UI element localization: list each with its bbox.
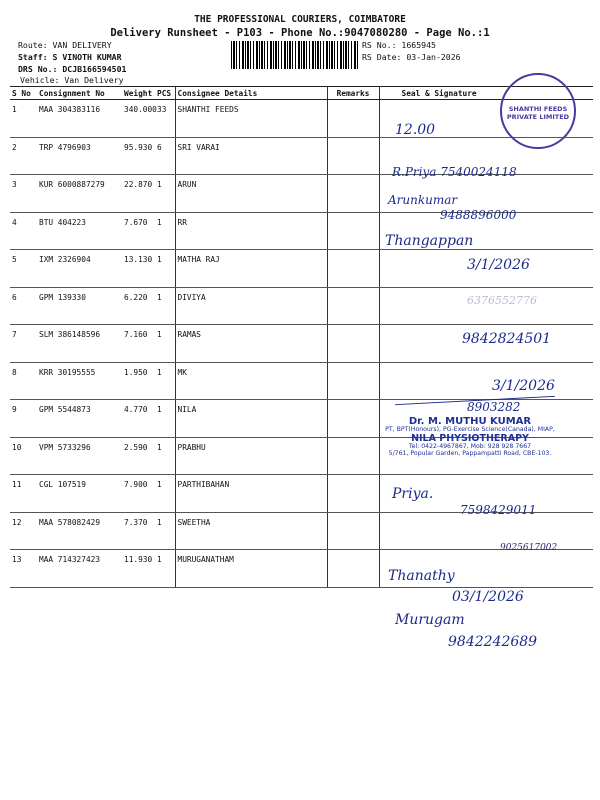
- signature-5-faded: 6376552776: [467, 294, 537, 307]
- cell-sno: 3: [10, 175, 37, 213]
- signature-7: 3/1/2026: [492, 378, 555, 394]
- cell-sno: 6: [10, 287, 37, 325]
- cell-pcs: 1: [155, 212, 175, 250]
- col-weight: Weight: [122, 87, 155, 100]
- cell-pcs: 1: [155, 250, 175, 288]
- cell-weight: 2.590: [122, 437, 155, 475]
- signature-12-name: Thanathy: [388, 568, 455, 584]
- cell-sno: 12: [10, 512, 37, 550]
- cell-pcs: 1: [155, 175, 175, 213]
- signature-11: 9025617002: [500, 543, 558, 553]
- col-consignee: Consignee Details: [175, 87, 327, 100]
- cell-weight: 7.160: [122, 325, 155, 363]
- rs-number: RS No.: 1665945: [362, 40, 436, 50]
- signature-10-name: Priya.: [392, 486, 434, 502]
- cell-consignment: KUR 6000887279: [37, 175, 122, 213]
- cell-sno: 11: [10, 475, 37, 513]
- signature-3-phone: 9488896000: [440, 208, 517, 222]
- clinic-name: NILA PHYSIOTHERAPY: [411, 432, 529, 444]
- cell-pcs: 1: [155, 475, 175, 513]
- cell-consignment: MAA 578082429: [37, 512, 122, 550]
- cell-weight: 4.770: [122, 400, 155, 438]
- col-remarks: Remarks: [327, 87, 379, 100]
- signature-2: R.Priya 7540024118: [392, 165, 517, 179]
- runsheet-title: Delivery Runsheet - P103 - Phone No.:9047080280 - Page No.:1: [110, 27, 490, 39]
- cell-consignee: PARTHIBAHAN: [175, 475, 327, 513]
- cell-consignment: MAA 304383116: [37, 100, 122, 138]
- signature-4-name: Thangappan: [385, 233, 474, 249]
- cell-remarks: [327, 550, 379, 588]
- vehicle-label: Vehicle: Van Delivery: [20, 75, 124, 85]
- doctor-name: Dr. M. MUTHU KUMAR: [408, 416, 532, 427]
- cell-remarks: [327, 325, 379, 363]
- cell-remarks: [327, 287, 379, 325]
- cell-consignment: SLM 386148596: [37, 325, 122, 363]
- round-stamp: SHANTHI FEEDS PRIVATE LIMITED: [500, 73, 576, 149]
- cell-consignee: SHANTHI FEEDS: [175, 100, 327, 138]
- cell-remarks: [327, 475, 379, 513]
- cell-consignee: RR: [175, 212, 327, 250]
- cell-weight: 7.900: [122, 475, 155, 513]
- cell-sno: 2: [10, 137, 37, 175]
- signature-3-name: Arunkumar: [388, 193, 458, 207]
- cell-remarks: [327, 250, 379, 288]
- cell-consignment: KRR 30195555: [37, 362, 122, 400]
- cell-pcs: 1: [155, 287, 175, 325]
- cell-sno: 9: [10, 400, 37, 438]
- cell-pcs: 1: [155, 550, 175, 588]
- cell-consignee: DIVIYA: [175, 287, 327, 325]
- cell-pcs: 1: [155, 437, 175, 475]
- signature-13-name: Murugam: [395, 612, 465, 628]
- doctor-quals: PT, BPT(Honours), PG-Exercise Science(Canada), MIAP,: [385, 426, 555, 433]
- cell-remarks: [327, 212, 379, 250]
- cell-weight: 340.000: [122, 100, 155, 138]
- cell-consignee: MK: [175, 362, 327, 400]
- staff-label: Staff: S VINOTH KUMAR: [18, 52, 122, 62]
- cell-remarks: [327, 175, 379, 213]
- cell-signature: [379, 362, 593, 400]
- cell-weight: 11.930: [122, 550, 155, 588]
- cell-weight: 22.870: [122, 175, 155, 213]
- col-pcs: PCS: [155, 87, 175, 100]
- col-consignment: Consignment No: [37, 87, 122, 100]
- cell-remarks: [327, 362, 379, 400]
- cell-weight: 95.930: [122, 137, 155, 175]
- cell-consignee: SRI VARAI: [175, 137, 327, 175]
- cell-sno: 13: [10, 550, 37, 588]
- cell-weight: 1.950: [122, 362, 155, 400]
- clinic-address: 5/761, Popular Garden, Pappampatti Road, CBE-103.: [388, 450, 552, 458]
- drs-label: DRS No.: DCJB166594501: [18, 64, 127, 74]
- cell-sno: 10: [10, 437, 37, 475]
- cell-weight: 13.130: [122, 250, 155, 288]
- cell-signature: [379, 512, 593, 550]
- table-row: [10, 175, 593, 213]
- cell-consignee: RAMAS: [175, 325, 327, 363]
- signature-8: 8903282: [467, 400, 521, 414]
- cell-sno: 8: [10, 362, 37, 400]
- cell-remarks: [327, 512, 379, 550]
- cell-weight: 6.220: [122, 287, 155, 325]
- company-title: THE PROFESSIONAL COURIERS, COIMBATORE: [194, 14, 406, 25]
- cell-pcs: 1: [155, 325, 175, 363]
- cell-consignee: MURUGANATHAM: [175, 550, 327, 588]
- signature-13-phone: 9842242689: [448, 634, 538, 650]
- cell-sno: 7: [10, 325, 37, 363]
- table-row: [10, 550, 593, 588]
- cell-pcs: 33: [155, 100, 175, 138]
- cell-consignee: PRABHU: [175, 437, 327, 475]
- cell-sno: 4: [10, 212, 37, 250]
- cell-consignment: VPM 5733296: [37, 437, 122, 475]
- clinic-phone: Tel: 0422-4967867, Mob: 928 928 7667: [408, 443, 532, 451]
- cell-remarks: [327, 100, 379, 138]
- cell-pcs: 6: [155, 137, 175, 175]
- doctor-stamp: [370, 416, 570, 458]
- cell-consignee: MATHA RAJ: [175, 250, 327, 288]
- signature-1: 12.00: [395, 122, 436, 138]
- rs-date: RS Date: 03-Jan-2026: [362, 52, 461, 62]
- col-sno: S No: [10, 87, 37, 100]
- cell-sno: 5: [10, 250, 37, 288]
- cell-consignee: SWEETHA: [175, 512, 327, 550]
- signature-4-date: 3/1/2026: [467, 257, 530, 273]
- col-signature: Seal & Signature: [379, 87, 593, 100]
- cell-pcs: 1: [155, 400, 175, 438]
- cell-weight: 7.670: [122, 212, 155, 250]
- cell-consignment: GPM 5544873: [37, 400, 122, 438]
- signature-12-date: 03/1/2026: [452, 589, 524, 605]
- cell-consignment: IXM 2326904: [37, 250, 122, 288]
- cell-pcs: 1: [155, 362, 175, 400]
- cell-consignee: NILA: [175, 400, 327, 438]
- cell-consignment: TRP 4796903: [37, 137, 122, 175]
- cell-consignment: GPM 139330: [37, 287, 122, 325]
- cell-sno: 1: [10, 100, 37, 138]
- cell-consignment: BTU 404223: [37, 212, 122, 250]
- barcode: [231, 41, 359, 69]
- signature-10-phone: 7598429011: [460, 503, 537, 517]
- cell-consignee: ARUN: [175, 175, 327, 213]
- cell-remarks: [327, 137, 379, 175]
- cell-consignment: CGL 107519: [37, 475, 122, 513]
- signature-6: 9842824501: [462, 331, 552, 347]
- route-label: Route: VAN DELIVERY: [18, 40, 112, 50]
- cell-weight: 7.370: [122, 512, 155, 550]
- cell-pcs: 1: [155, 512, 175, 550]
- cell-consignment: MAA 714327423: [37, 550, 122, 588]
